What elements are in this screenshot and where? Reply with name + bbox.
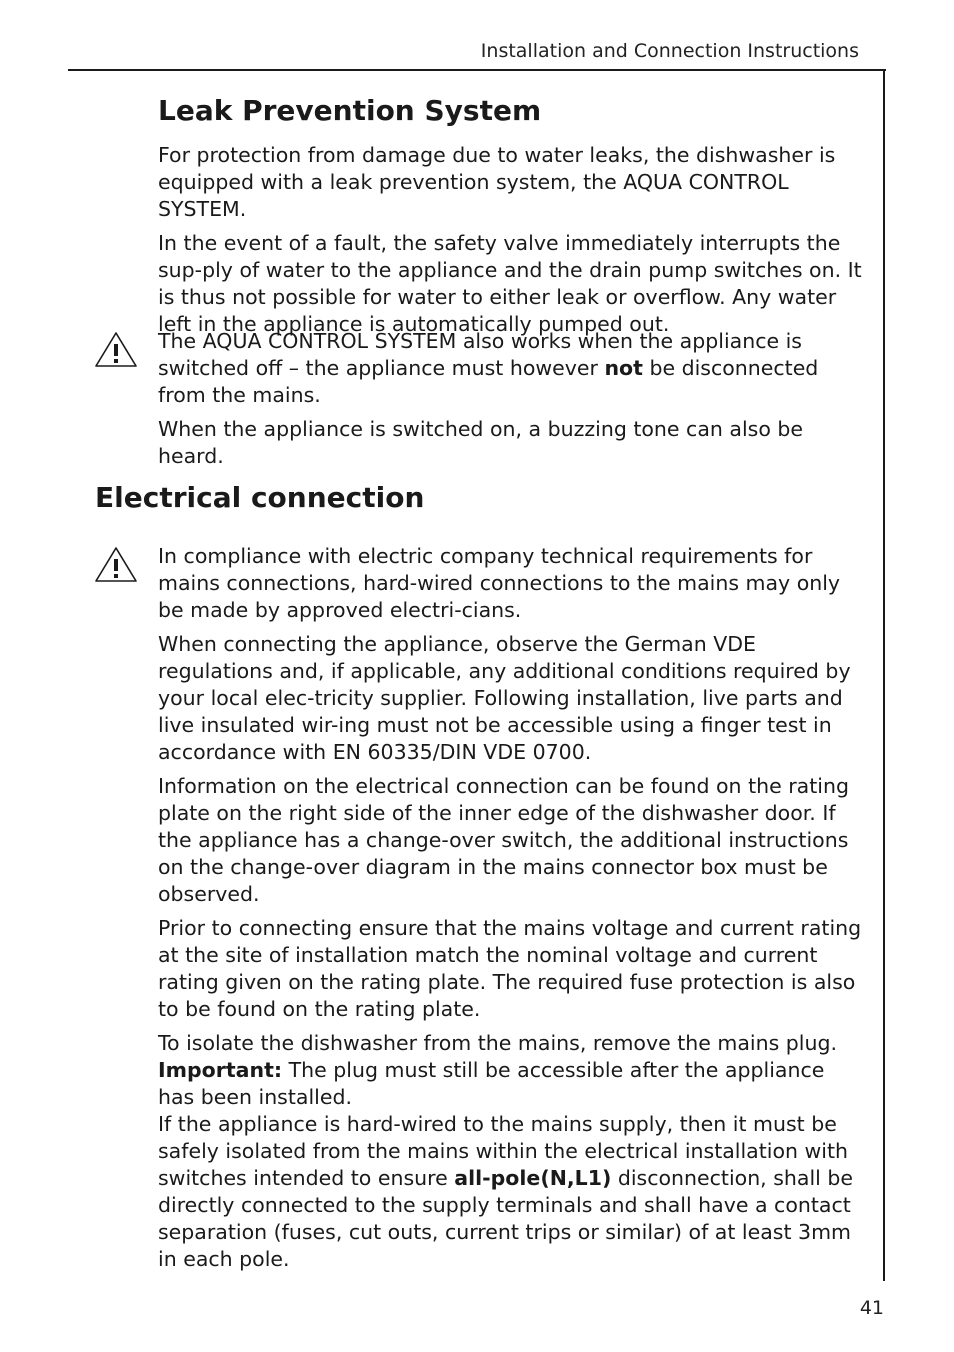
paragraph: In the event of a fault, the safety valve immediately interrupts the sup-ply of water to the appliance and the drain pump switches on. It is thus not possible for water to either leak or overflow. Any water left in the appliance is automatically pumped out. — [158, 231, 862, 336]
warning-triangle-icon — [94, 546, 138, 584]
page-number: 41 — [859, 1297, 884, 1319]
side-rule — [883, 69, 885, 1281]
paragraph: Information on the electrical connection can be found on the rating plate on the right side of the inner edge of the dishwasher door. If the appliance has a change-over switch, the additional instructions on the change-over diagram in the mains connector box must be observed. — [158, 774, 849, 906]
section-title-leak-prevention: Leak Prevention System — [158, 94, 542, 127]
leak-warning-text — [158, 328, 863, 477]
paragraph: For protection from damage due to water leaks, the dishwasher is equipped with a leak prevention system, the AQUA CONTROL SYSTEM. — [158, 143, 836, 221]
top-rule — [68, 69, 886, 71]
paragraph: Prior to connecting ensure that the mains voltage and current rating at the site of installation match the nominal voltage and current rating given on the rating plate. The required fuse protection is also to be found on the rating plate. — [158, 916, 862, 1021]
paragraph: When the appliance is switched on, a buzzing tone can also be heard. — [158, 417, 804, 468]
warning-triangle-icon — [94, 331, 138, 369]
paragraph: When connecting the appliance, observe the German VDE regulations and, if applicable, any additional conditions required by your local elec-tricity supplier. Following installation, live parts and live insulated wir-ing must not be accessible using a finger test in accordance with EN 60335/DIN VDE 0700. — [158, 632, 851, 764]
running-header: Installation and Connection Instructions — [480, 40, 859, 62]
electrical-text — [158, 543, 863, 1280]
leak-intro-text — [158, 142, 863, 345]
warning-paragraph: The AQUA CONTROL SYSTEM also works when the appliance is switched off – the appliance must however not be disconnected from the mains. — [158, 329, 819, 407]
paragraph: To isolate the dishwasher from the mains, remove the mains plug. Important: The plug must still be accessible after the appliance has been installed. If the appliance is hard-wired to the mains supply, then it must be safely isolated from the mains within the electrical installation with switches intended to ensure all-pole(N,L1) disconnection, shall be directly connected to the supply terminals and shall have a contact separation (fuses, cut outs, current trips or similar) of at least 3mm in each pole. — [158, 1031, 853, 1271]
warning-paragraph: In compliance with electric company technical requirements for mains connections, hard-wired connections to the mains may only be made by approved electri-cians. — [158, 544, 841, 622]
section-title-electrical-connection: Electrical connection — [95, 481, 425, 514]
